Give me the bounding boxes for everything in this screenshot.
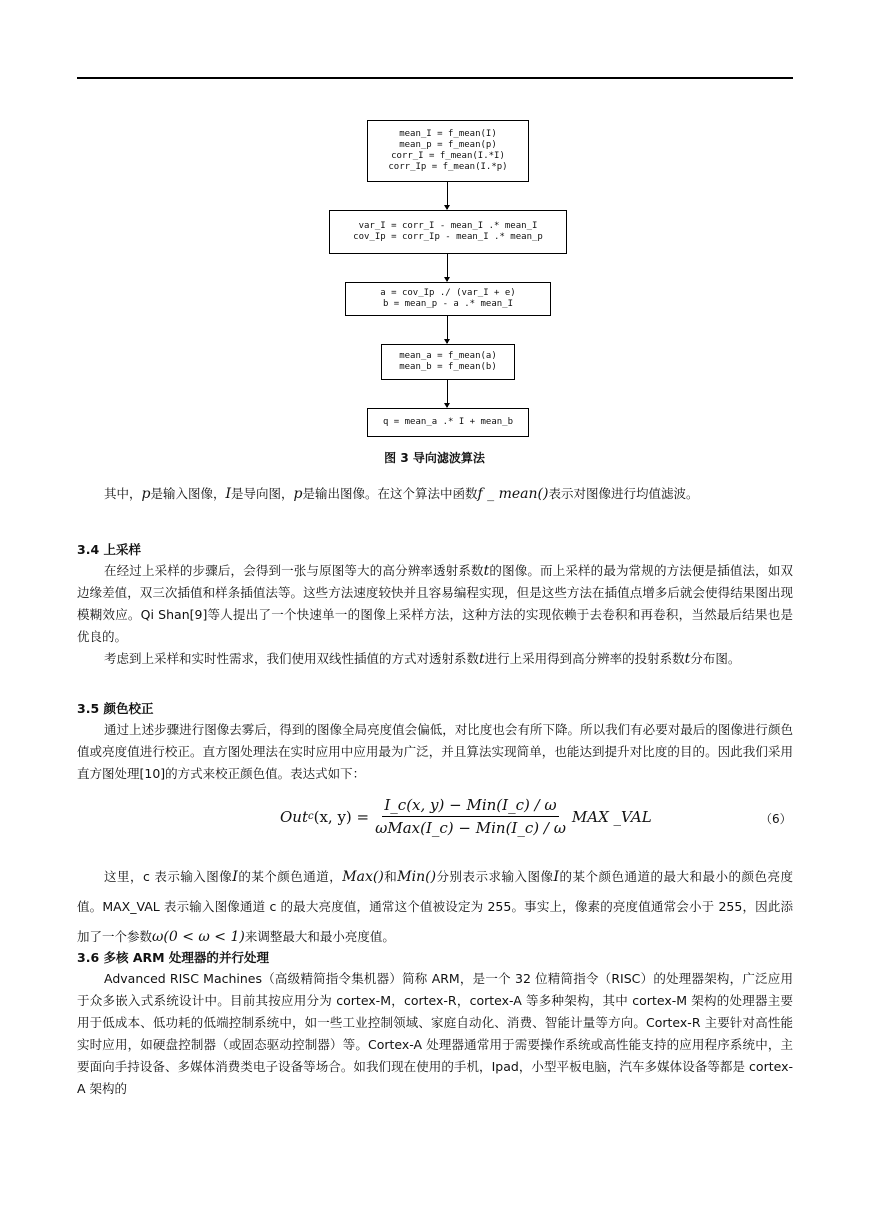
flowchart-line: b = mean_p - a .* mean_I: [382, 299, 514, 309]
flowchart-arrow: [447, 315, 448, 343]
flowchart-box-2: [329, 210, 567, 254]
flowchart-box-5: [367, 408, 529, 437]
flowchart-box-4: [381, 344, 515, 380]
section-heading-3-5: 3.5 颜色校正: [77, 701, 154, 716]
flowchart-line: mean_b = f_mean(b): [399, 362, 497, 372]
flowchart-line: q = mean_a .* I + mean_b: [382, 417, 514, 427]
equation-6: Out c (x, y) = $\frac{\text{I\_c(x, y) − Min(I\_c) / ω}}{\text{ωMax(I\_c) − Min(I\_c) / ω}}$ MAX _VAL: [280, 796, 652, 837]
var-p: p: [141, 486, 151, 502]
section-heading-3-4: 3.4 上采样: [77, 542, 141, 557]
figure-caption: 图 3 导向滤波算法: [384, 451, 485, 465]
flowchart-line: cov_Ip = corr_Ip - mean_I .* mean_p: [353, 232, 543, 242]
para-after-figure: 其中，p是输入图像，I是导向图，p是输出图像。在这个算法中函数f _ mean()表示对图像进行均值滤波。: [104, 486, 699, 502]
flowchart-line: var_I = corr_I - mean_I .* mean_I: [358, 221, 538, 231]
flowchart-box-1: [367, 120, 529, 182]
var-p: p: [293, 486, 303, 502]
equation-fraction: [373, 796, 568, 837]
equation-numerator: I_c(x, y) − Min(I_c) / ω: [382, 796, 558, 817]
section-3-5-body: 通过上述步骤进行图像去雾后，得到的图像全局亮度值会偏低，对比度也会有所下降。所以我们有必要对最后的图像进行颜色值或亮度值进行校正。直方图处理法在实时应用中应用最为广泛，并且算法实现简单，也能达到提升对比度的目的。因此我们采用直方图处理[10]的方式来校正颜色值。表达式如下：: [77, 722, 793, 781]
flowchart-arrow: [447, 379, 448, 407]
flowchart-line: corr_Ip = f_mean(I.*p): [388, 162, 508, 172]
var-I: I: [225, 486, 232, 502]
flowchart-arrow: [447, 181, 448, 209]
fn-f-mean: f _ mean(): [477, 486, 549, 502]
section-3-4-body: 在经过上采样的步骤后，会得到一张与原图等大的高分辨率透射系数t的图像。而上采样的最为常规的方法便是插值法，如双边缘差值，双三次插值和样条插值法等。这些方法速度较快并且容易编程实现，但是这些方法在插值点增多后就会使得结果图出现模糊效应。Qi Shan[9]等人提出了一个快速单一的图像上采样方法，这种方法的实现依赖于去卷积和再卷积，当然最后结果也是优良的。 考虑到上采样和实时性需求，我们使用双线性插值的方式对透射系数t进行上采用得到高分辨率的投射系数t分布图。: [77, 563, 793, 667]
flowchart-line: mean_I = f_mean(I): [399, 129, 497, 139]
header-rule: [77, 77, 793, 79]
section-3-5-explanation: 这里，c 表示输入图像I的某个颜色通道，Max()和Min()分别表示求输入图像I的某个颜色通道的最大和最小的颜色亮度值。MAX_VAL 表示输入图像通道 c 的最大亮度值，通常这个值被设定为 255。事实上，像素的亮度值通常会小于 255，因此添加了一个参数ω(0 < ω < 1)来调整最大和最小亮度值。: [77, 869, 793, 945]
flowchart-box-3: [345, 282, 551, 316]
flowchart-line: mean_a = f_mean(a): [399, 351, 497, 361]
flowchart-line: corr_I = f_mean(I.*I): [391, 151, 505, 161]
equation-denominator: ωMax(I_c) − Min(I_c) / ω: [375, 819, 566, 837]
section-heading-3-6: 3.6 多核 ARM 处理器的并行处理: [77, 950, 269, 965]
flowchart-line: mean_p = f_mean(p): [399, 140, 497, 150]
section-3-6-body: Advanced RISC Machines（高级精简指令集机器）简称 ARM，是一个 32 位精简指令（RISC）的处理器架构，广泛应用于众多嵌入式系统设计中。目前其按应用分为 cortex-M，cortex-R，cortex-A 等多种架构，其中 cortex-M 架构的处理器主要用于低成本、低功耗的低端控制系统中，如一些工业控制领域、家庭自动化、消费、智能计量等方向。Cortex-R 主要针对高性能实时应用，如硬盘控制器（或固态驱动控制器）等。Cortex-A 处理器通常用于需要操作系统或高性能支持的应用程序系统中，主要面向手持设备、多媒体消费类电子设备等场合。如我们现在使用的手机，Ipad，小型平板电脑，汽车多媒体设备等都是 cortex-A 架构的: [77, 971, 793, 1096]
flowchart-line: a = cov_Ip ./ (var_I + e): [380, 288, 516, 298]
flowchart-arrow: [447, 253, 448, 281]
equation-number: （6）: [760, 812, 792, 826]
